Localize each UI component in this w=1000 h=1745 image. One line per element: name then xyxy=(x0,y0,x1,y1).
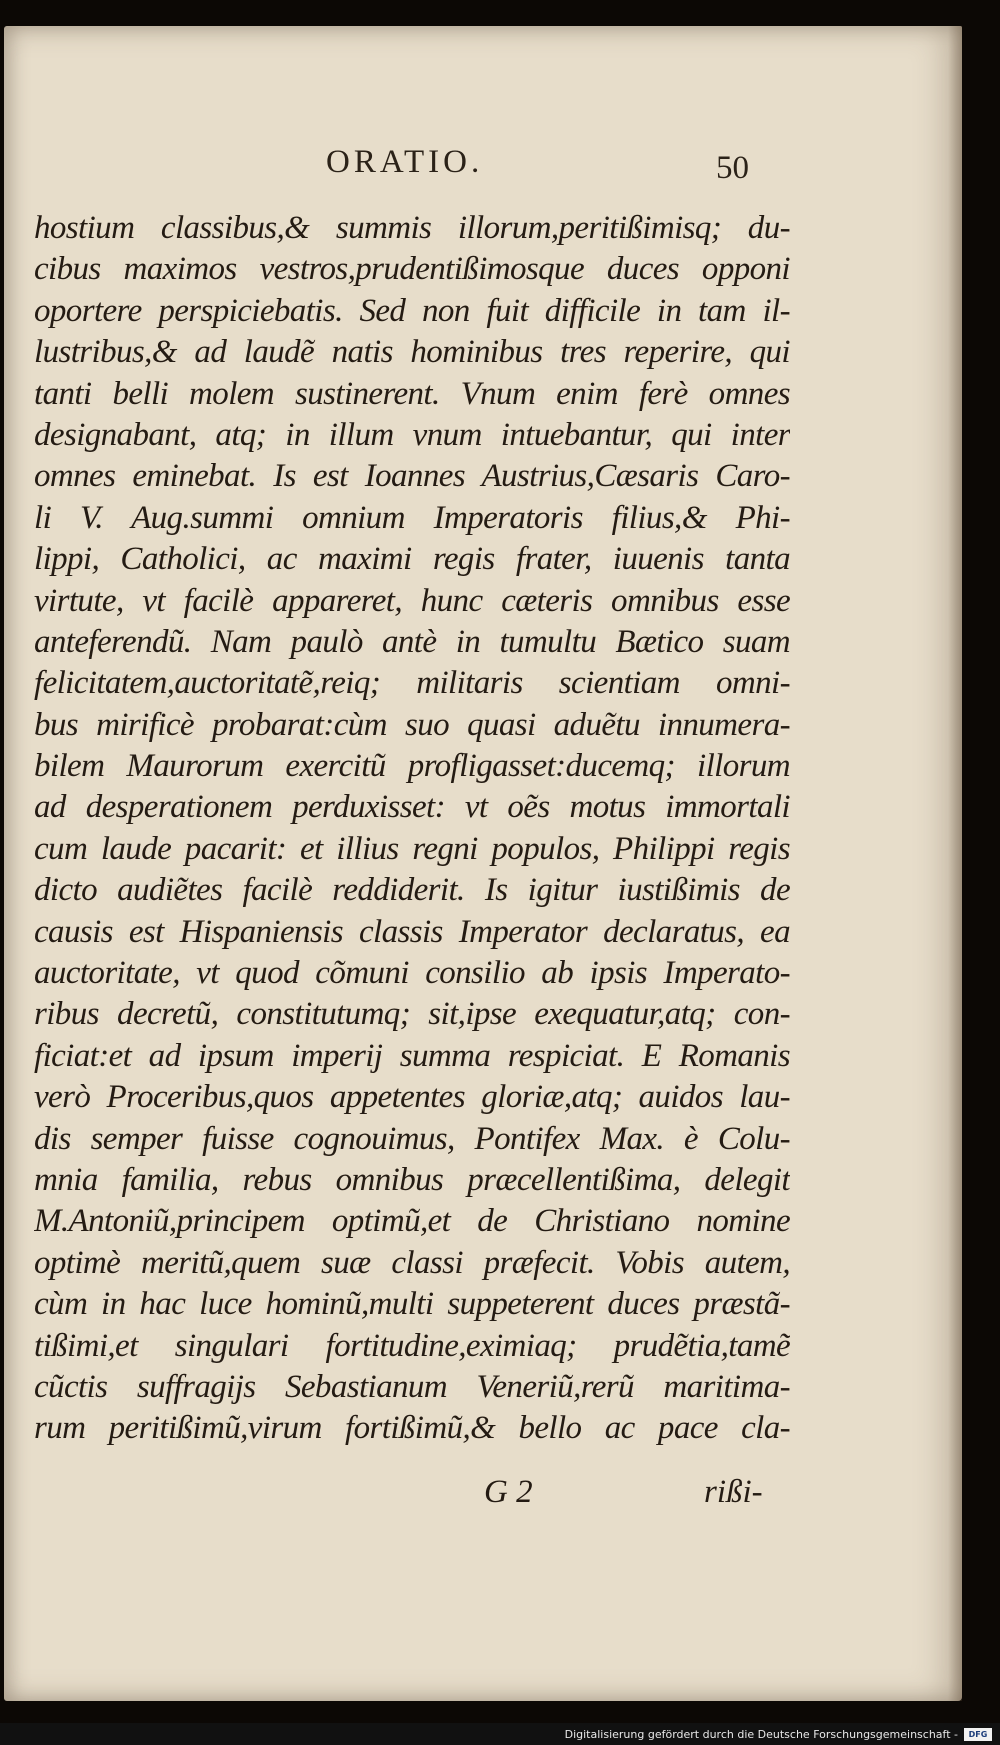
page-number: 50 xyxy=(716,150,749,186)
text-line: hostium classibus,& summis illorum,peritißimisq; du- xyxy=(34,210,790,246)
text-line: mnia familia, rebus omnibus præcellentißima, delegit xyxy=(34,1161,790,1198)
running-title: ORATIO. xyxy=(326,144,484,180)
text-line: oportere perspiciebatis. Sed non fuit difficile in tam il- xyxy=(34,292,790,329)
signature-mark: G 2 xyxy=(484,1474,533,1510)
text-line: bilem Maurorum exercitũ profligasset:ducemq; illorum xyxy=(34,748,790,785)
text-line: M.Antoniũ,principem optimũ,et de Christiano nomine xyxy=(34,1203,790,1240)
text-line: cùm in hac luce hominũ,multi suppeterent duces præstã- xyxy=(34,1286,790,1323)
text-line: anteferendũ. Nam paulò antè in tumultu Bætico suam xyxy=(34,623,790,660)
dfg-logo: DFG xyxy=(964,1728,992,1741)
digitization-credit: Digitalisierung gefördert durch die Deutsche Forschungsgemeinschaft - xyxy=(564,1728,958,1741)
text-line: designabant, atq; in illum vnum intuebantur, qui inter xyxy=(34,416,790,453)
text-line: cũctis suffragijs Sebastianum Veneriũ,rerũ maritima- xyxy=(34,1368,790,1405)
text-line: optimè meritũ,quem suæ classi præfecit. Vobis autem, xyxy=(34,1244,790,1281)
text-line: li V. Aug.summi omnium Imperatoris filius,& Phi- xyxy=(34,499,790,536)
text-line: dicto audiẽtes facilè reddiderit. Is igitur iustißimis de xyxy=(34,872,790,909)
text-line: ribus decretũ, constitutumq; sit,ipse exequatur,atq; con- xyxy=(34,996,790,1033)
credit-bar xyxy=(0,1723,1000,1745)
catchword: rißi- xyxy=(704,1474,763,1510)
text-line: tanti belli molem sustinerent. Vnum enim ferè omnes xyxy=(34,375,790,412)
text-line: dis semper fuisse cognouimus, Pontifex Max. è Colu- xyxy=(34,1120,790,1157)
text-line: cum laude pacarit: et illius regni populos, Philippi regis xyxy=(34,830,790,867)
text-line: bus mirificè probarat:cùm suo quasi aduẽtu innumera- xyxy=(34,706,790,743)
text-line: ficiat:et ad ipsum imperij summa respiciat. E Romanis xyxy=(34,1037,790,1074)
body-text xyxy=(34,208,790,1450)
page-header xyxy=(4,144,962,204)
text-line: tißimi,et singulari fortitudine,eximiaq; prudẽtia,tamẽ xyxy=(34,1327,790,1364)
text-line: causis est Hispaniensis classis Imperator declaratus, ea xyxy=(34,913,790,950)
text-line: lippi, Catholici, ac maximi regis frater, iuuenis tanta xyxy=(34,541,790,578)
text-line: cibus maximos vestros,prudentißimosque duces opponi xyxy=(34,251,790,288)
book-page xyxy=(4,26,962,1701)
text-line: rum peritißimũ,virum fortißimũ,& bello ac pace cla- xyxy=(34,1410,790,1447)
page-footer xyxy=(4,1474,962,1524)
text-line: omnes eminebat. Is est Ioannes Austrius,Cæsaris Caro- xyxy=(34,458,790,495)
text-line: verò Proceribus,quos appetentes gloriæ,atq; auidos lau- xyxy=(34,1079,790,1116)
text-line: virtute, vt facilè appareret, hunc cæteris omnibus esse xyxy=(34,582,790,619)
text-line: auctoritate, vt quod cõmuni consilio ab ipsis Imperato- xyxy=(34,955,790,992)
text-line: lustribus,& ad laudẽ natis hominibus tres reperire, qui xyxy=(34,334,790,371)
text-line: ad desperationem perduxisset: vt oẽs motus immortali xyxy=(34,789,790,826)
page-edge-shadow xyxy=(948,26,962,1701)
text-line: felicitatem,auctoritatẽ,reiq; militaris scientiam omni- xyxy=(34,665,790,702)
